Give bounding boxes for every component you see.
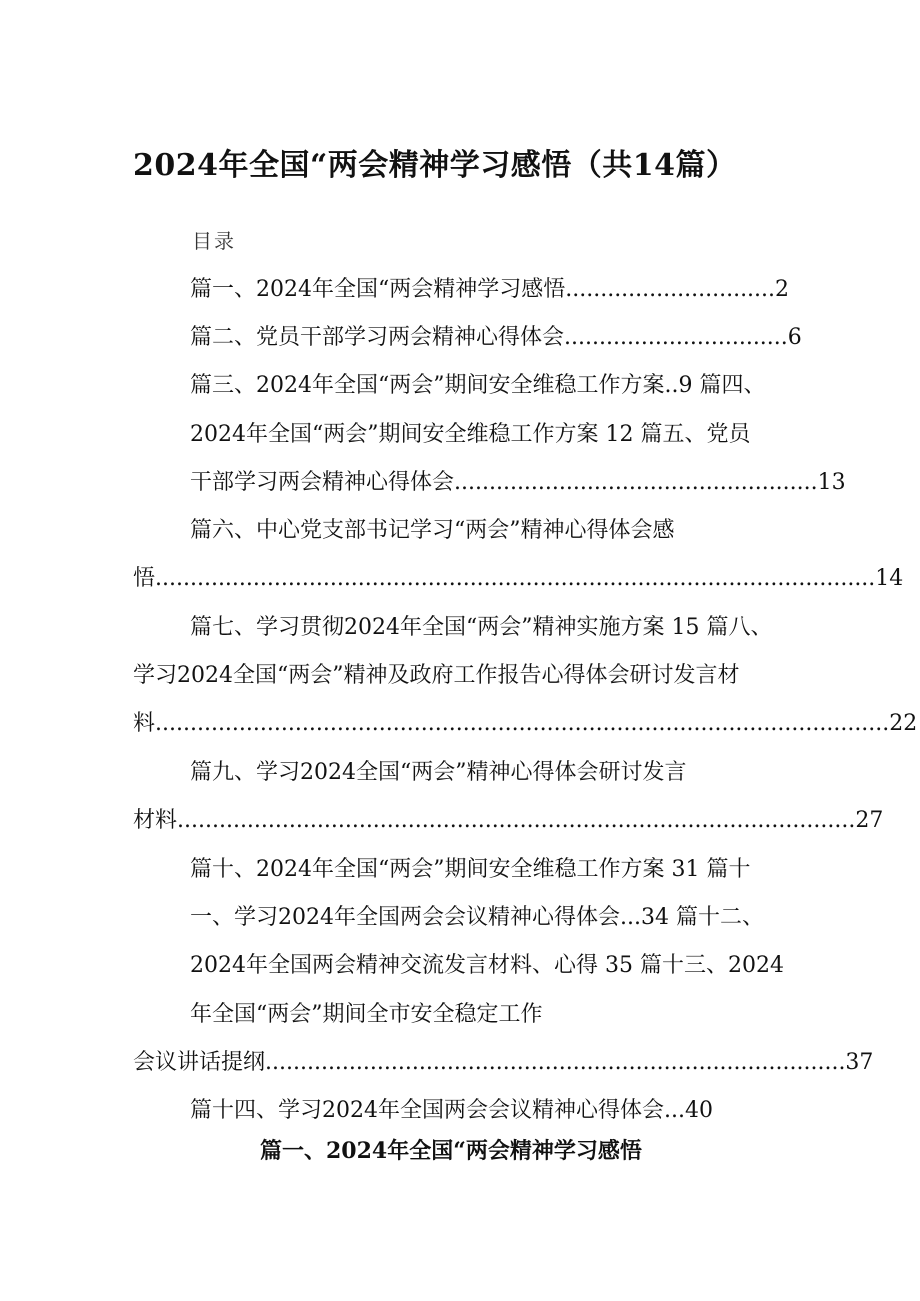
toc-line: 年全国“两会”期间全市安全稳定工作 [190,1002,543,1027]
toc-line: 2024年全国两会精神交流发言材料、心得 35 篇十三、2024 [190,953,784,978]
toc-line: 篇七、学习贯彻2024年全国“两会”精神实施方案 15 篇八、 [190,615,773,640]
toc-line: 篇二、党员干部学习两会精神心得体会................................6 [190,325,802,350]
document-title: 2024年全国“两会精神学习感悟（共14篇） [133,148,737,183]
toc-line: 篇十四、学习2024年全国两会会议精神心得体会...40 [190,1098,713,1123]
toc-line: 材料.................................................................................................27 [133,808,884,833]
toc-line: 悟.......................................................................................................14 [133,566,904,591]
toc-line: 2024年全国“两会”期间安全维稳工作方案 12 篇五、党员 [190,422,751,447]
toc-line: 料.........................................................................................................22 [133,711,918,736]
toc-heading: 目录 [192,229,236,253]
toc-line: 篇一、2024年全国“两会精神学习感悟..............................2 [190,277,790,302]
toc-line: 篇三、2024年全国“两会”期间安全维稳工作方案..9 篇四、 [190,373,766,398]
toc-line: 会议讲话提纲...................................................................................37 [133,1050,874,1075]
toc-line: 篇十、2024年全国“两会”期间安全维稳工作方案 31 篇十 [190,857,751,882]
section-heading: 篇一、2024年全国“两会精神学习感悟 [260,1138,642,1164]
toc-line: 篇六、中心党支部书记学习“两会”精神心得体会感 [190,518,675,543]
toc-line: 篇九、学习2024全国“两会”精神心得体会研讨发言 [190,760,687,785]
toc-line: 干部学习两会精神心得体会....................................................13 [190,470,846,495]
toc-line: 一、学习2024年全国两会会议精神心得体会...34 篇十二、 [190,905,764,930]
toc-line: 学习2024全国“两会”精神及政府工作报告心得体会研讨发言材 [133,663,740,688]
